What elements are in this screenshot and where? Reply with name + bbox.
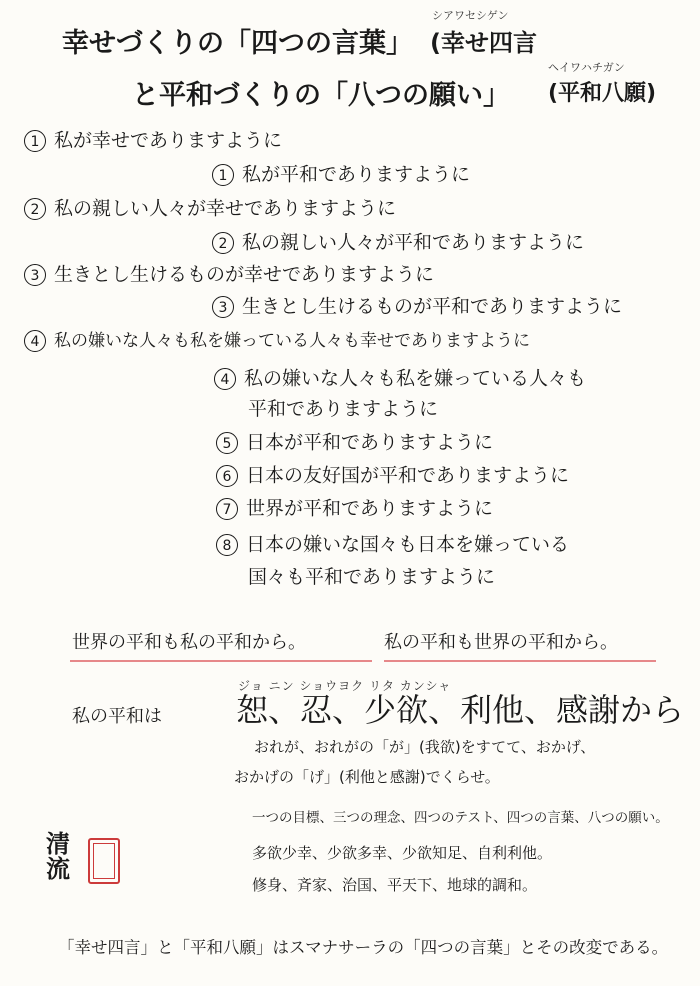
item-text: 世界が平和でありますように — [246, 497, 494, 520]
peace-item — [216, 534, 569, 556]
item-number: 7 — [216, 498, 238, 520]
item-number: 5 — [216, 432, 238, 454]
footer-note: 「幸せ四言」と「平和八願」はスマナサーラの「四つの言葉」とその改変である。 — [58, 938, 669, 957]
motto-underline-2 — [384, 660, 656, 662]
happiness-item — [24, 264, 434, 286]
peace-source-keywords: 恕、忍、少欲、利他、感謝から — [236, 691, 685, 729]
peace-source-lead: 私の平和は — [72, 706, 162, 727]
title-ruby-1: シアワセシゲン — [432, 9, 509, 22]
item-text: 日本の嫌いな国々も日本を嫌っている — [246, 533, 570, 556]
author-char: 流 — [46, 855, 70, 884]
item-number: 4 — [24, 330, 46, 352]
item-text: 日本の友好国が平和でありますように — [246, 464, 570, 487]
happiness-item — [24, 130, 282, 152]
principle-line: 一つの目標、三つの理念、四つのテスト、四つの言葉、八つの願い。 — [252, 810, 669, 826]
title-line-2: と平和づくりの「八つの願い」 — [132, 80, 510, 111]
item-text: 私の親しい人々が幸せでありますように — [54, 197, 397, 220]
item-number: 4 — [214, 368, 236, 390]
item-number: 1 — [24, 130, 46, 152]
peace-item — [212, 164, 470, 186]
peace-item — [216, 465, 569, 487]
title-paren-2: (平和八願) — [548, 81, 657, 106]
keywords-ruby: ジョ ニン ショウヨク リタ カンシャ — [238, 679, 452, 693]
peace-item — [216, 498, 493, 520]
peace-item — [216, 432, 493, 454]
author-signature — [46, 832, 70, 882]
title-line-1: 幸せづくりの「四つの言葉」 — [62, 28, 413, 59]
item-text: 生きとし生けるものが平和でありますように — [242, 295, 623, 318]
happiness-item — [24, 330, 530, 352]
item-number: 3 — [212, 296, 234, 318]
title-paren-1: (幸せ四言 — [430, 29, 537, 57]
peace-item — [212, 296, 622, 318]
peace-source-line-2: おかげの「げ」(利他と感謝)でくらせ。 — [234, 768, 500, 786]
principle-line: 多欲少幸、少欲多幸、少欲知足、自利利他。 — [252, 844, 553, 862]
item-text: 生きとし生けるものが幸せでありますように — [54, 263, 435, 286]
peace-item — [214, 368, 586, 390]
red-seal-stamp — [88, 838, 120, 884]
item-number: 3 — [24, 264, 46, 286]
item-number: 8 — [216, 534, 238, 556]
peace-item-continuation: 平和でありますように — [248, 398, 439, 420]
motto-part-2: 私の平和も世界の平和から。 — [384, 632, 618, 653]
item-text: 私が平和でありますように — [242, 163, 471, 186]
author-char: 清 — [46, 830, 70, 858]
peace-item-continuation: 国々も平和でありますように — [248, 566, 496, 588]
item-text: 私の嫌いな人々も私を嫌っている人々も — [244, 367, 587, 390]
principle-line: 修身、斉家、治国、平天下、地球的調和。 — [252, 876, 538, 894]
happiness-item — [24, 198, 396, 220]
item-number: 2 — [212, 232, 234, 254]
item-number: 6 — [216, 465, 238, 487]
title-ruby-2: ヘイワハチガン — [548, 61, 625, 74]
peace-source-line-1: おれが、おれがの「が」(我欲)をすてて、おかげ、 — [254, 738, 596, 756]
item-number: 1 — [212, 164, 234, 186]
item-text: 私の親しい人々が平和でありますように — [242, 231, 585, 254]
item-text: 私の嫌いな人々も私を嫌っている人々も幸せでありますように — [54, 331, 530, 351]
item-number: 2 — [24, 198, 46, 220]
item-text: 日本が平和でありますように — [246, 431, 494, 454]
motto-underline-1 — [70, 660, 372, 662]
motto-part-1: 世界の平和も私の平和から。 — [72, 632, 306, 653]
peace-item — [212, 232, 584, 254]
item-text: 私が幸せでありますように — [54, 129, 283, 152]
